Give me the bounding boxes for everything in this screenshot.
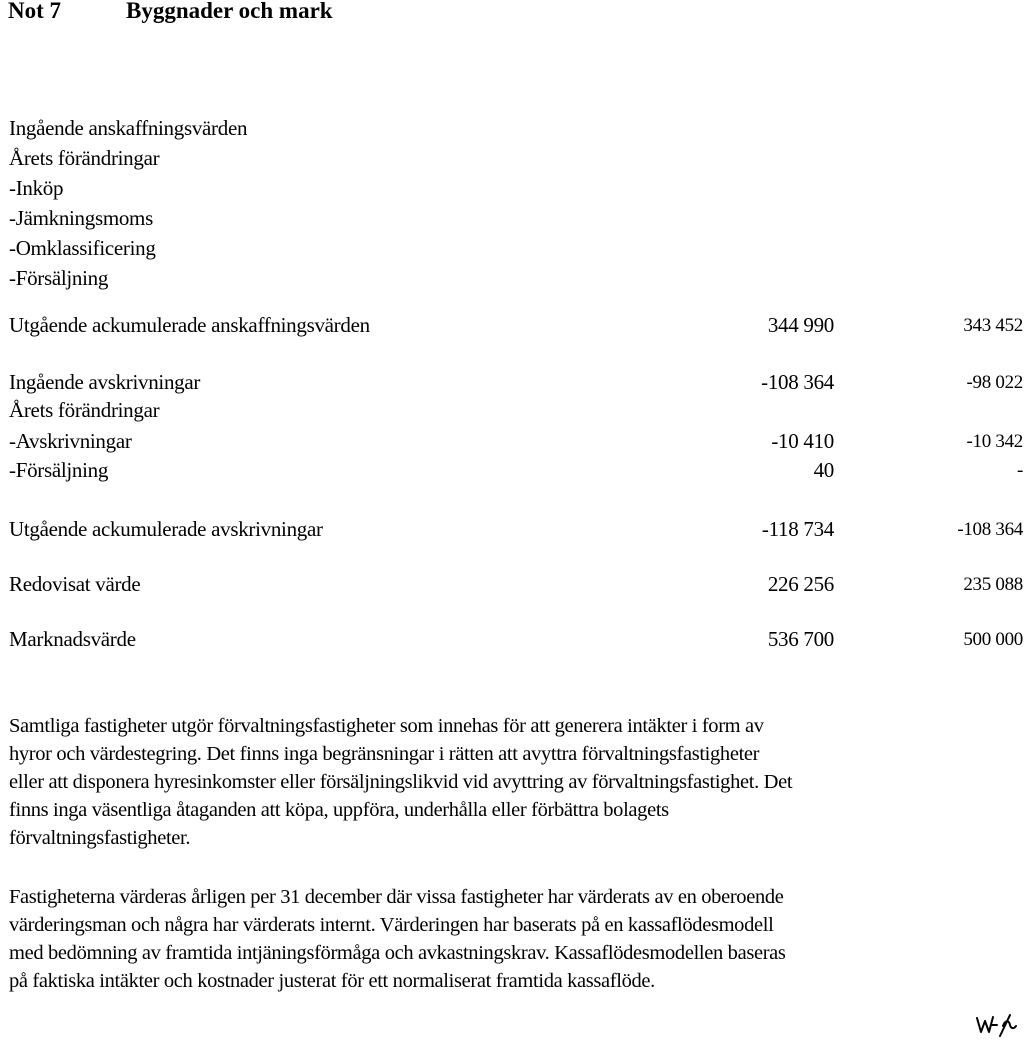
row-value-current: 40 [813, 458, 834, 482]
row-label: Redovisat värde [9, 572, 141, 596]
row-value-current: 344 990 [767, 313, 834, 337]
table-row [9, 398, 1014, 426]
table-row [9, 517, 1023, 545]
row-value-current: -118 734 [761, 517, 834, 541]
row-value-current: -108 364 [761, 370, 834, 394]
note-number: Not 7 [8, 0, 62, 23]
row-value-previous: -10 342 [966, 431, 1023, 452]
row-label: Årets förändringar [9, 398, 160, 422]
note-heading [8, 0, 333, 24]
row-label: Marknadsvärde [9, 627, 136, 651]
list-item: -Inköp [9, 176, 64, 200]
row-value-previous: 235 088 [963, 574, 1023, 595]
row-label: Utgående ackumulerade avskrivningar [9, 517, 323, 541]
row-label: Ingående avskrivningar [9, 370, 201, 394]
list-item: Ingående anskaffningsvärden [9, 116, 248, 140]
paragraph-valuation [9, 883, 1014, 995]
paragraph-line: Fastigheterna värderas årligen per 31 december där vissa fastigheter har värderats av en oberoende [9, 886, 784, 908]
row-value-previous: - [1016, 460, 1023, 481]
table-row [9, 370, 1023, 398]
paragraph-line: värderingsman och några har värderats internt. Värderingen har baserats på en kassaflödesmodell [9, 914, 774, 936]
table-row [9, 627, 1023, 655]
handwritten-signature [974, 1012, 1018, 1038]
row-value-current: 536 700 [767, 627, 834, 651]
table-row [9, 429, 1023, 457]
change-items-list [9, 113, 247, 293]
row-label: -Avskrivningar [9, 429, 132, 453]
row-label: -Försäljning [9, 458, 109, 482]
paragraph-line: med bedömning av framtida intjäningsförmåga och avkastningskrav. Kassaflödesmodellen baseras [9, 942, 786, 964]
table-row [9, 458, 1023, 486]
paragraph-line: eller att disponera hyresinkomster eller försäljningslikvid vid avyttring av förvaltningsfastighet. Det [9, 771, 793, 793]
row-value-previous: -98 022 [966, 372, 1023, 393]
row-value-previous: -108 364 [957, 519, 1023, 540]
row-value-current: -10 410 [771, 429, 834, 453]
list-item: -Omklassificering [9, 236, 156, 260]
list-item: Årets förändringar [9, 146, 160, 170]
table-row [9, 313, 1023, 341]
row-value-current: 226 256 [767, 572, 834, 596]
paragraph-line: Samtliga fastigheter utgör förvaltningsfastigheter som innehas för att generera intäkter i form av [9, 715, 764, 737]
paragraph-line: hyror och värdestegring. Det finns inga begränsningar i rätten att avyttra förvaltningsfastigheter [9, 743, 760, 765]
table-row [9, 572, 1023, 600]
list-item: -Försäljning [9, 266, 109, 290]
paragraph-line: förvaltningsfastigheter. [9, 827, 191, 849]
note-title: Byggnader och mark [126, 0, 333, 23]
paragraph-line: på faktiska intäkter och kostnader justerat för ett normaliserat framtida kassaflöde. [9, 970, 655, 992]
row-value-previous: 500 000 [963, 629, 1023, 650]
list-item: -Jämkningsmoms [9, 206, 153, 230]
paragraph-line: finns inga väsentliga åtaganden att köpa, uppföra, underhålla eller förbättra bolagets [9, 799, 669, 821]
row-label: Utgående ackumulerade anskaffningsvärden [9, 313, 370, 337]
row-value-previous: 343 452 [963, 315, 1023, 336]
paragraph-properties [9, 712, 1014, 852]
